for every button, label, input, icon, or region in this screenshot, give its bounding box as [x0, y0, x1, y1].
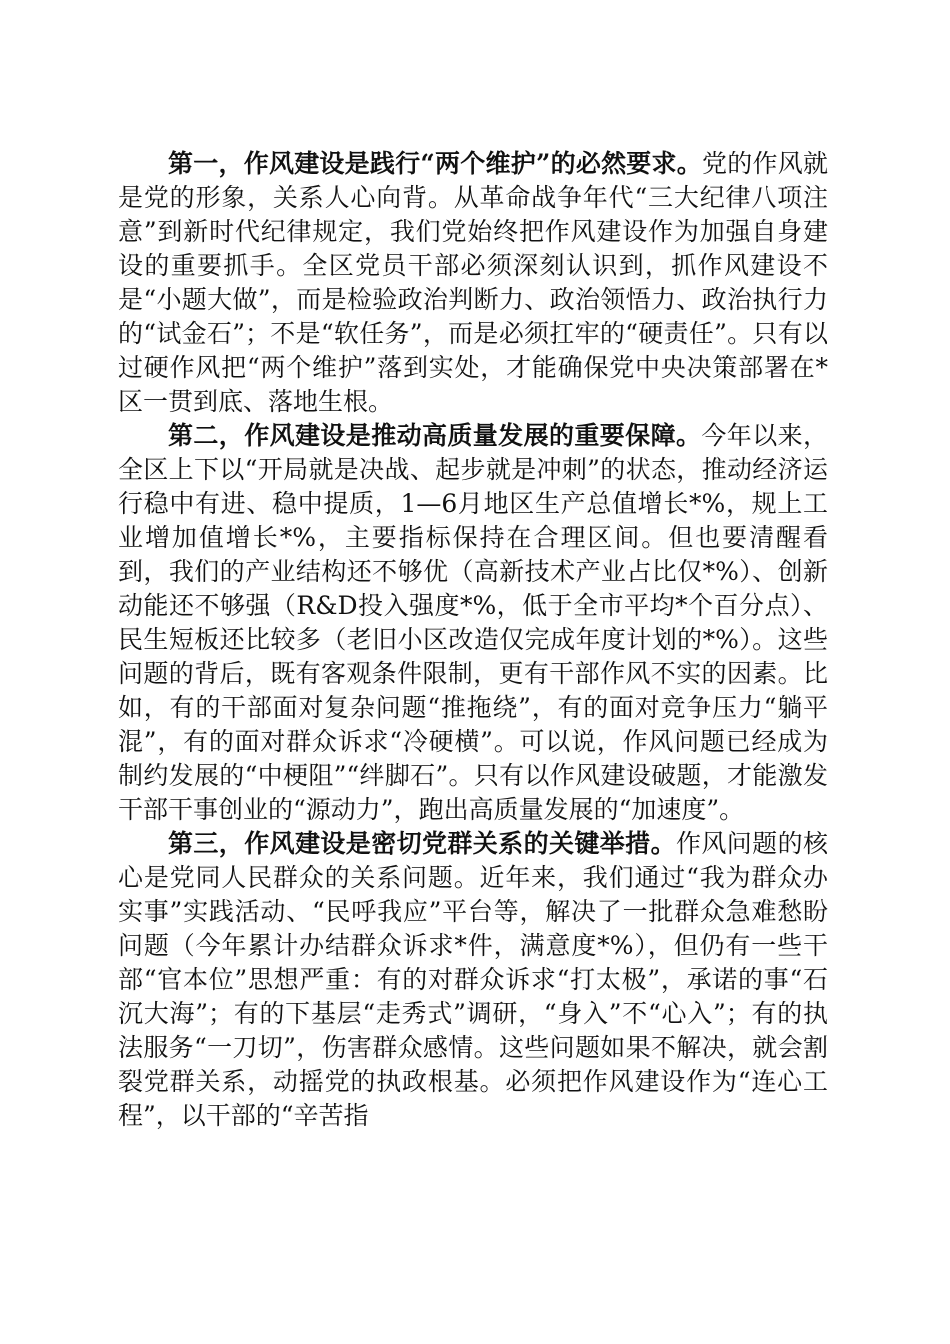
paragraph-3-heading: 第三，作风建设是密切党群关系的关键举措。	[168, 829, 676, 858]
paragraph-3-text: 作风问题的核心是党同人民群众的关系问题。近年来，我们通过“我为群众办实事”实践活动、“民呼我应”平台等，解决了一批群众急难愁盼问题（今年累计办结群众诉求*件，满意度*%），但仍有一些干部“官本位”思想严重：有的对群众诉求“打太极”，承诺的事“石沉大海”；有的下基层“走秀式”调研，“身入”不“心入”；有的执法服务“一刀切”，伤害群众感情。这些问题如果不解决，就会割裂党群关系，动摇党的执政根基。必须把作风建设作为“连心工程”，以干部的“辛苦指	[118, 829, 828, 1130]
paragraph-3	[118, 827, 828, 1133]
paragraph-2-heading: 第二，作风建设是推动高质量发展的重要保障。	[168, 421, 702, 450]
paragraph-1-heading: 第一，作风建设是践行“两个维护”的必然要求。	[168, 149, 703, 178]
paragraph-1	[118, 147, 828, 419]
paragraph-2-text: 今年以来，全区上下以“开局就是决战、起步就是冲刺”的状态，推动经济运行稳中有进、稳中提质，1—6月地区生产总值增长*%，规上工业增加值增长*%，主要指标保持在合理区间。但也要清醒看到，我们的产业结构还不够优（高新技术产业占比仅*%）、创新动能还不够强（R&D投入强度*%，低于全市平均*个百分点）、民生短板还比较多（老旧小区改造仅完成年度计划的*%）。这些问题的背后，既有客观条件限制，更有干部作风不实的因素。比如，有的干部面对复杂问题“推拖绕”，有的面对竞争压力“躺平混”，有的面对群众诉求“冷硬横”。可以说，作风问题已经成为制约发展的“中梗阻”“绊脚石”。只有以作风建设破题，才能激发干部干事创业的“源动力”，跑出高质量发展的“加速度”。	[118, 421, 828, 824]
paragraph-1-text: 党的作风就是党的形象，关系人心向背。从革命战争年代“三大纪律八项注意”到新时代纪律规定，我们党始终把作风建设作为加强自身建设的重要抓手。全区党员干部必须深刻认识到，抓作风建设不是“小题大做”，而是检验政治判断力、政治领悟力、政治执行力的“试金石”；不是“软任务”，而是必须扛牢的“硬责任”。只有以过硬作风把“两个维护”落到实处，才能确保党中央决策部署在*区一贯到底、落地生根。	[118, 149, 828, 416]
document-body	[118, 147, 828, 1133]
paragraph-2	[118, 419, 828, 827]
